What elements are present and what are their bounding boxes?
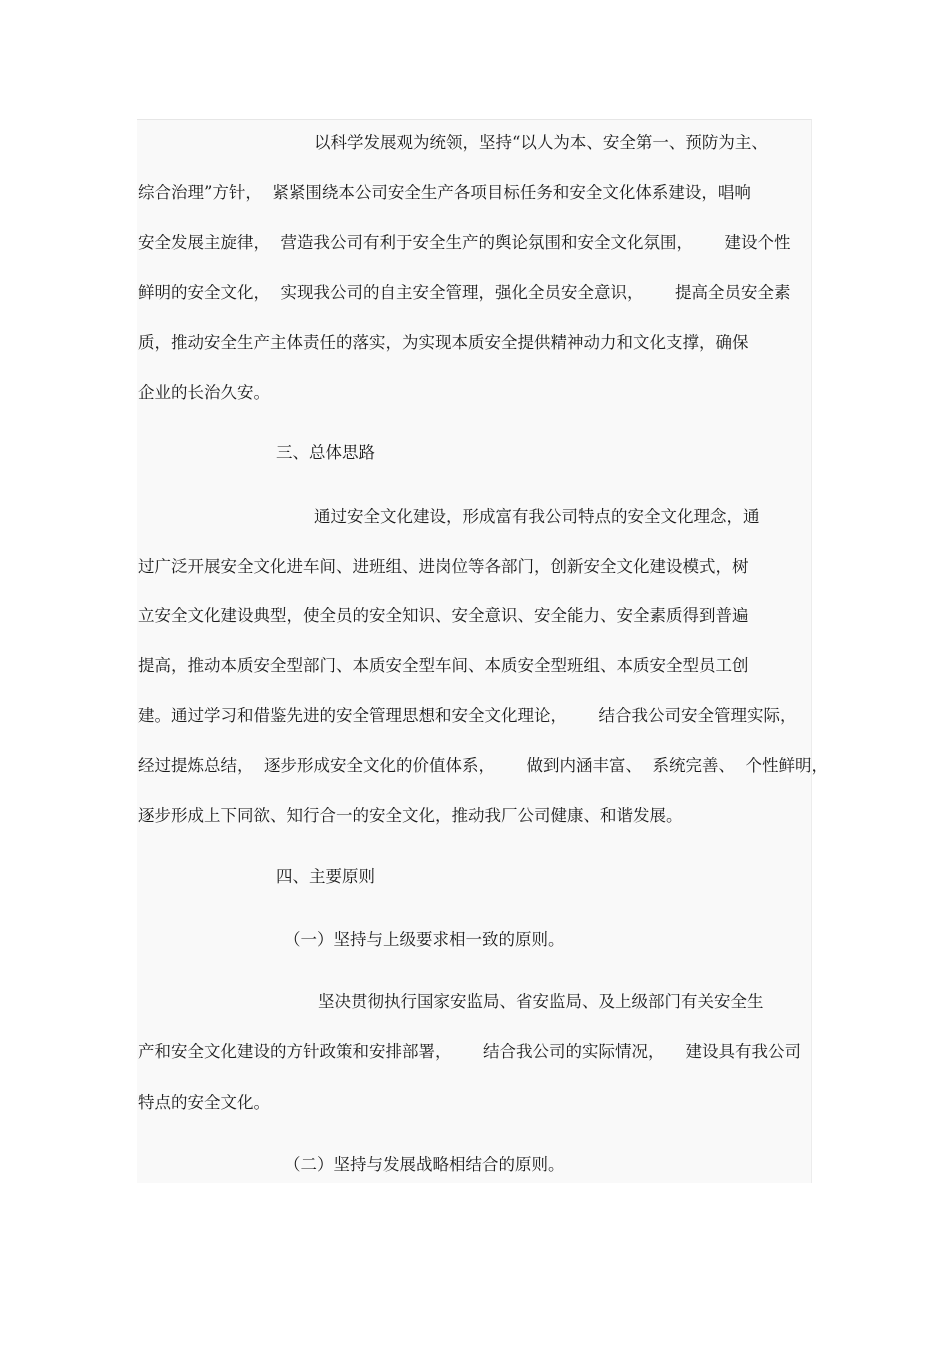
paragraph-3-line-3: 特点的安全文化。 bbox=[138, 1093, 270, 1112]
paragraph-2-line-5: 建。通过学习和借鉴先进的安全管理思想和安全文化理论， 结合我公司安全管理实际， bbox=[138, 706, 797, 725]
subheading-principle-2: （二）坚持与发展战略相结合的原则。 bbox=[284, 1155, 565, 1174]
paragraph-2-line-7: 逐步形成上下同欲、知行合一的安全文化，推动我厂公司健康、和谐发展。 bbox=[138, 806, 683, 825]
subheading-principle-1: （一）坚持与上级要求相一致的原则。 bbox=[284, 930, 565, 949]
paragraph-1-line-4: 鲜明的安全文化， 实现我公司的自主安全管理，强化全员安全意识， 提高全员安全素 bbox=[138, 283, 791, 302]
paragraph-1-line-6: 企业的长治久安。 bbox=[138, 383, 270, 402]
paragraph-2-line-2: 过广泛开展安全文化进车间、进班组、进岗位等各部门，创新安全文化建设模式，树 bbox=[138, 557, 749, 576]
paragraph-1-line-3: 安全发展主旋律， 营造我公司有利于安全生产的舆论氛围和安全文化氛围， 建设个性 bbox=[138, 233, 791, 252]
paragraph-3-line-1: 坚决贯彻执行国家安监局、省安监局、及上级部门有关安全生 bbox=[318, 992, 764, 1011]
paragraph-3-line-2: 产和安全文化建设的方针政策和安排部署， 结合我公司的实际情况， 建设具有我公司 bbox=[138, 1042, 801, 1061]
paragraph-2-line-4: 提高，推动本质安全型部门、本质安全型车间、本质安全型班组、本质安全型员工创 bbox=[138, 656, 749, 675]
paragraph-1-line-1: 以科学发展观为统领，坚持“以人为本、安全第一、预防为主、 bbox=[314, 133, 768, 152]
section-heading-overall-thinking: 三、总体思路 bbox=[276, 443, 375, 462]
paragraph-2-line-6: 经过提炼总结， 逐步形成安全文化的价值体系， 做到内涵丰富、 系统完善、 个性鲜明， bbox=[138, 756, 828, 775]
paragraph-2-line-1: 通过安全文化建设，形成富有我公司特点的安全文化理念，通 bbox=[314, 507, 760, 526]
section-heading-main-principles: 四、主要原则 bbox=[276, 867, 375, 886]
paragraph-1-line-2: 综合治理”方针， 紧紧围绕本公司安全生产各项目标任务和安全文化体系建设，唱响 bbox=[138, 183, 751, 202]
paragraph-2-line-3: 立安全文化建设典型，使全员的安全知识、安全意识、安全能力、安全素质得到普遍 bbox=[138, 606, 749, 625]
paragraph-1-line-5: 质，推动安全生产主体责任的落实，为实现本质安全提供精神动力和文化支撑，确保 bbox=[138, 333, 749, 352]
document-page bbox=[137, 119, 812, 1183]
